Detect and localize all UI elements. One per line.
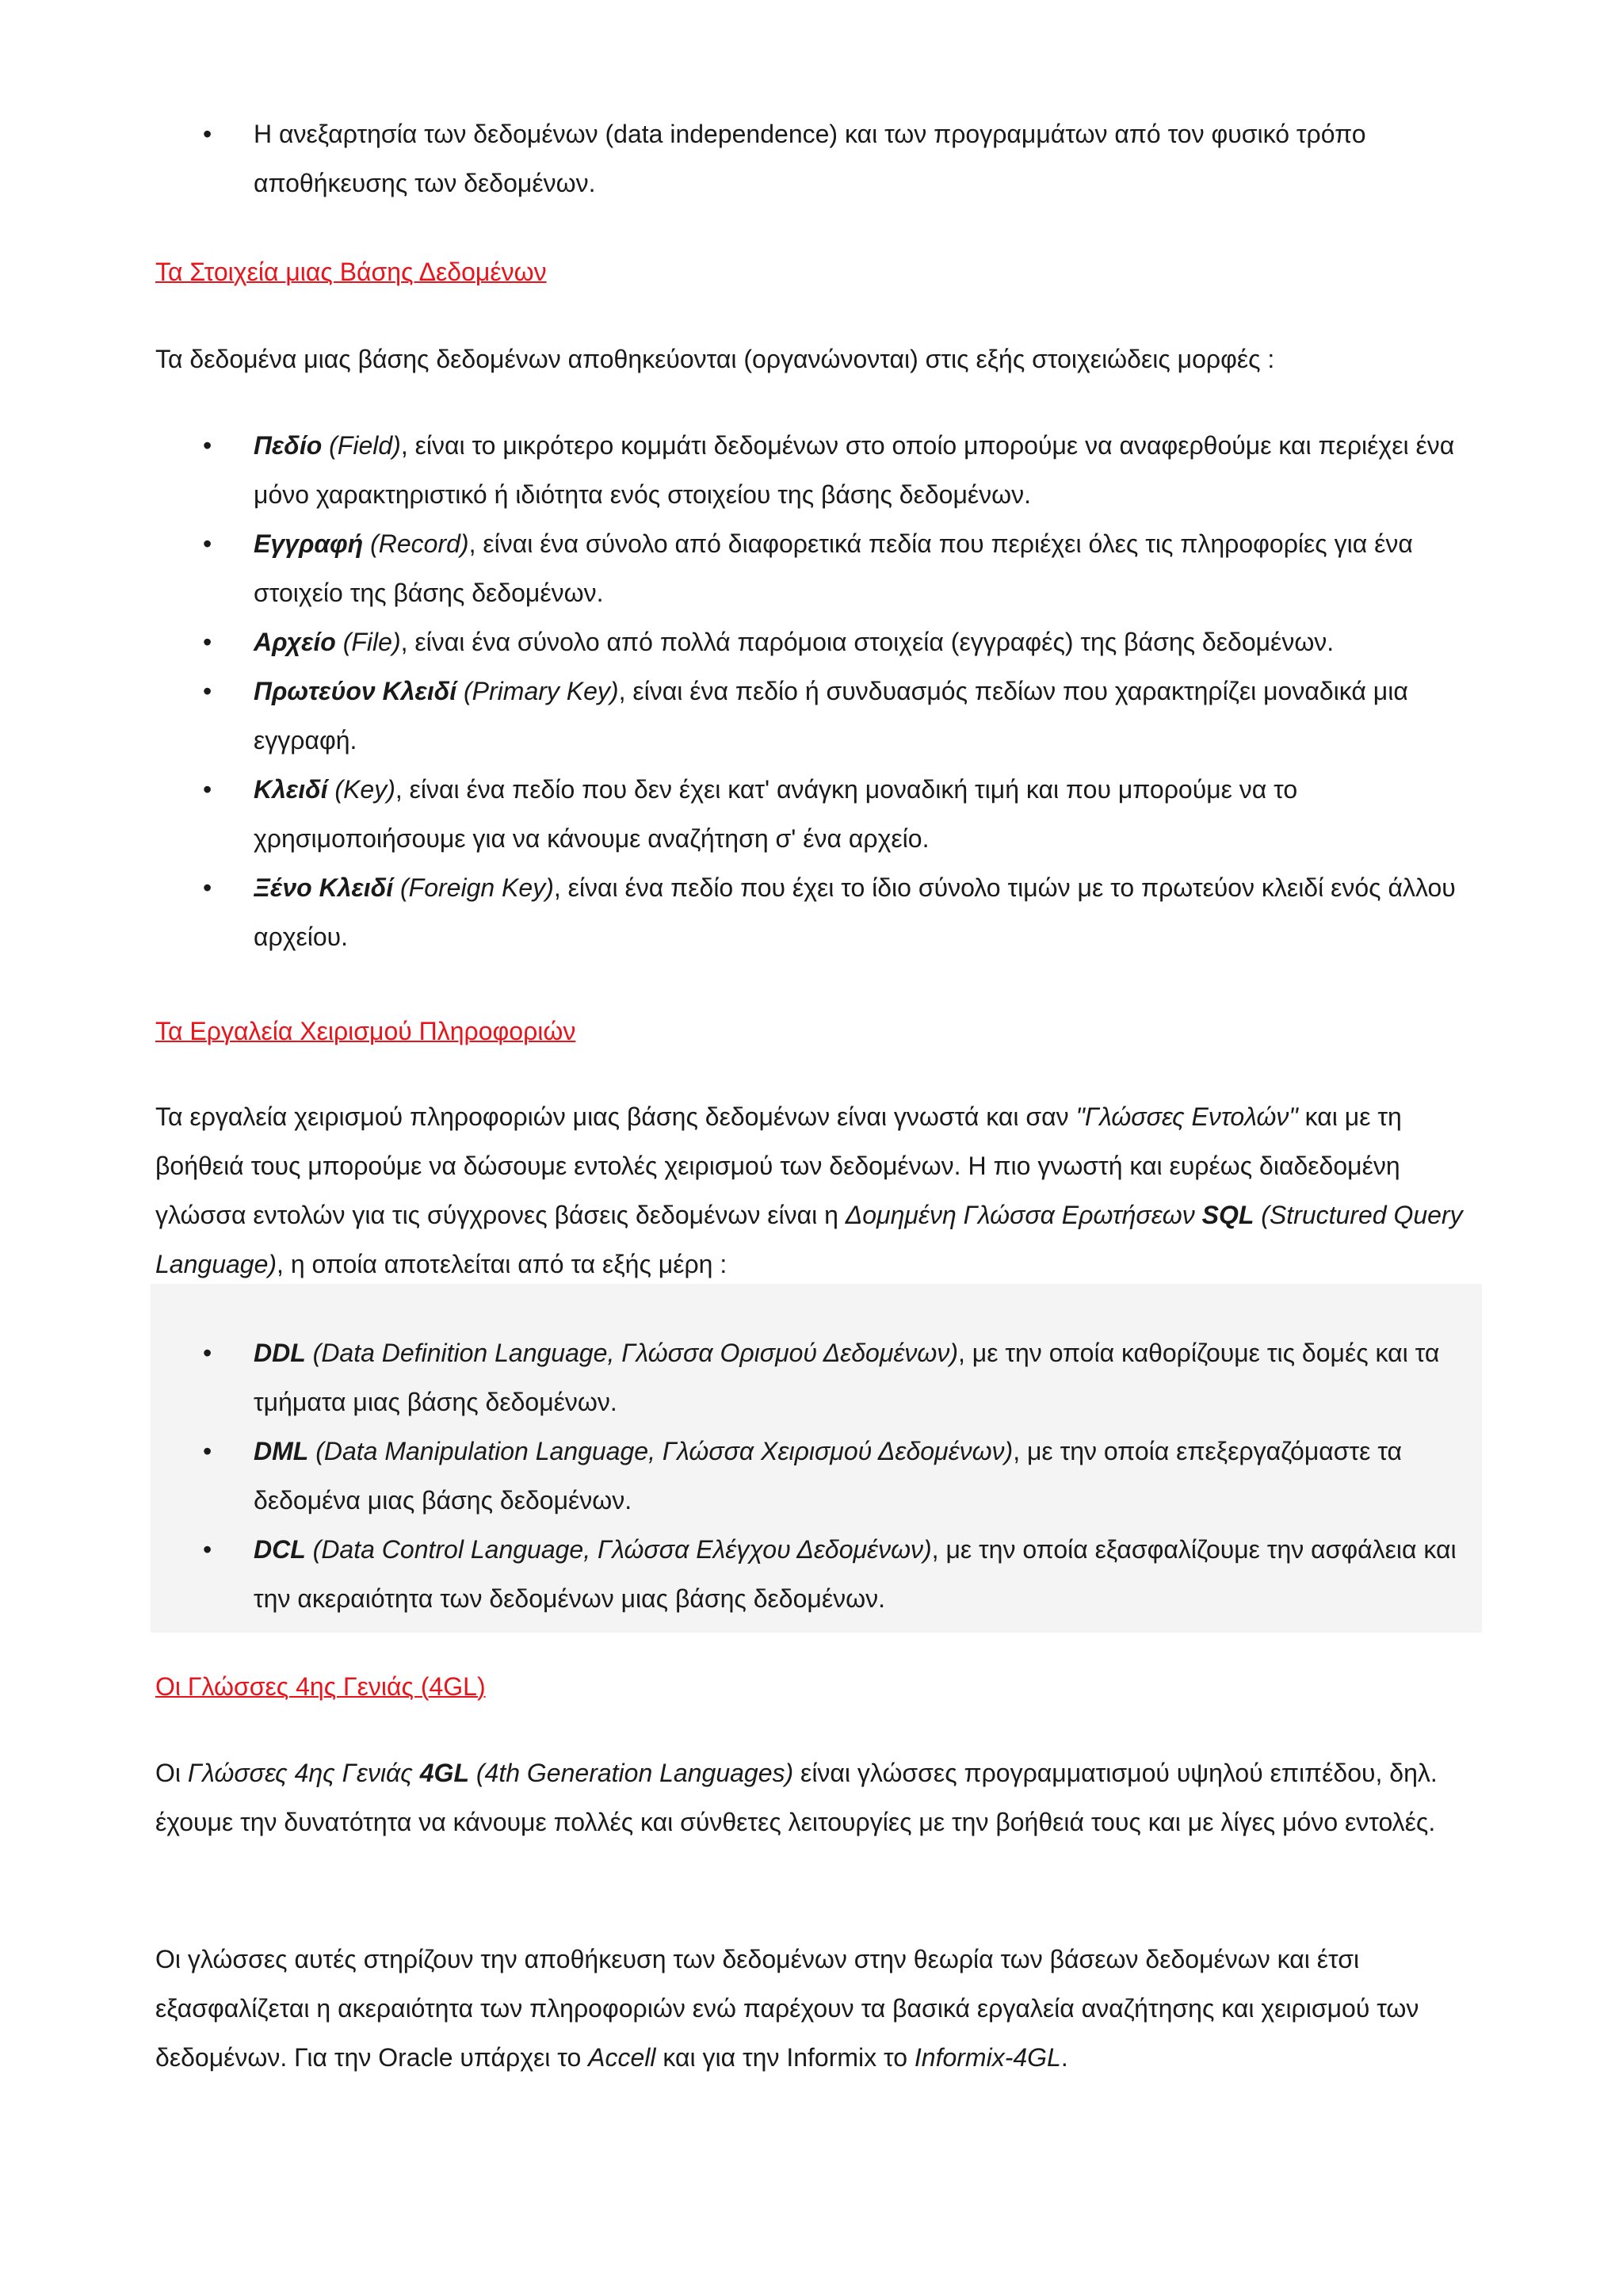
list-item: • DCL (Data Control Language, Γλώσσα Ελέγχου Δεδομένων), με την οποία εξασφαλίζουμε την ασφάλεια και την ακεραιότητα των δεδομένων μιας βάσης δεδομένων. [155, 1525, 1471, 1623]
sql-parts-list [155, 1328, 1471, 1623]
list-item: • Ξένο Κλειδί (Foreign Key), είναι ένα πεδίο που έχει το ίδιο σύνολο τιμών με το πρωτεύον κλειδί ενός άλλου αρχείου. [155, 863, 1471, 961]
list-item: • Πεδίο (Field), είναι το μικρότερο κομμάτι δεδομένων στο οποίο μπορούμε να αναφερθούμε και περιέχει ένα μόνο χαρακτηριστικό ή ιδιότητα ενός στοιχείου της βάσης δεδομένων. [155, 421, 1471, 519]
section-heading-tools[interactable]: Τα Εργαλεία Χειρισμού Πληροφοριών [155, 1017, 576, 1045]
list-item: • DML (Data Manipulation Language, Γλώσσα Χειρισμού Δεδομένων), με την οποία επεξεργαζόμαστε τα δεδομένα μιας βάσης δεδομένων. [155, 1427, 1471, 1525]
section3-paragraph-1: Οι Γλώσσες 4ης Γενιάς 4GL (4th Generation Languages) είναι γλώσσες προγραμματισμού υψηλού επιπέδου, δηλ. έχουμε την δυνατότητα να κάνουμε πολλές και σύνθετες λειτουργίες με την βοήθειά τους και με λίγες μόνο εντολές. [155, 1759, 1438, 1836]
section-heading-4gl[interactable]: Οι Γλώσσες 4ης Γενιάς (4GL) [155, 1672, 486, 1701]
section2-paragraph: Τα εργαλεία χειρισμού πληροφοριών μιας βάσης δεδομένων είναι γνωστά και σαν "Γλώσσες Εντολών" και με τη βοήθειά τους μπορούμε να δώσουμε εντολές χειρισμού των δεδομένων. Η πιο γνωστή και ευρέως διαδεδομένη γλώσσα εντολών για τις σύγχρονες βάσεις δεδομένων είναι η Δομημένη Γλώσσα Ερωτήσεων SQL (Structured Query Language), η οποία αποτελείται από τα εξής μέρη : [155, 1102, 1463, 1278]
list-item: • DDL (Data Definition Language, Γλώσσα Ορισμού Δεδομένων), με την οποία καθορίζουμε τις δομές και τα τμήματα μιας βάσης δεδομένων. [155, 1328, 1471, 1427]
list-item: • Αρχείο (File), είναι ένα σύνολο από πολλά παρόμοια στοιχεία (εγγραφές) της βάσης δεδομένων. [155, 617, 1471, 667]
elements-list [155, 421, 1471, 961]
section-heading-elements[interactable]: Τα Στοιχεία μιας Βάσης Δεδομένων [155, 258, 547, 286]
list-item: • Πρωτεύον Κλειδί (Primary Key), είναι ένα πεδίο ή συνδυασμός πεδίων που χαρακτηρίζει μοναδικά μια εγγραφή. [155, 667, 1471, 765]
section3-paragraph-2: Οι γλώσσες αυτές στηρίζουν την αποθήκευση των δεδομένων στην θεωρία των βάσεων δεδομένων και έτσι εξασφαλίζεται η ακεραιότητα των πληροφοριών ενώ παρέχουν τα βασικά εργαλεία αναζήτησης και χειρισμού των δεδομένων. Για την Oracle υπάρχει το Accell και για την Informix το Informix-4GL. [155, 1945, 1419, 2072]
section1-intro: Τα δεδομένα μιας βάσης δεδομένων αποθηκεύονται (οργανώνονται) στις εξής στοιχειώδεις μορφές : [155, 345, 1275, 373]
list-item: • Η ανεξαρτησία των δεδομένων (data independence) και των προγραμμάτων από τον φυσικό τρόπο αποθήκευσης των δεδομένων. [155, 109, 1471, 208]
list-item: • Εγγραφή (Record), είναι ένα σύνολο από διαφορετικά πεδία που περιέχει όλες τις πληροφορίες για ένα στοιχείο της βάσης δεδομένων. [155, 519, 1471, 617]
list-item: • Κλειδί (Key), είναι ένα πεδίο που δεν έχει κατ' ανάγκη μοναδική τιμή και που μπορούμε να το χρησιμοποιήσουμε για να κάνουμε αναζήτηση σ' ένα αρχείο. [155, 765, 1471, 863]
intro-bullet-list [155, 109, 1471, 208]
